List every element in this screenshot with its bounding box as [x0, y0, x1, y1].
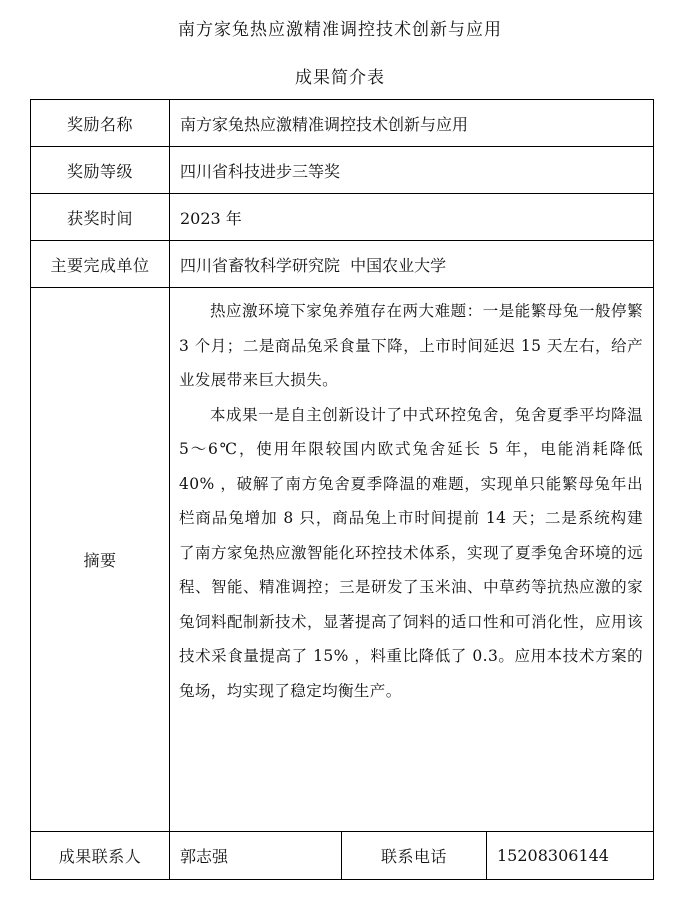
units-row: [31, 241, 654, 288]
abstract-paragraph-2: 本成果一是自主创新设计了中式环控兔舍，兔舍夏季平均降温 5～6℃，使用年限较国内欧式兔舍延长 5 年，电能消耗降低 40% ，破解了南方兔舍夏季降温的难题，实现单只能繁母兔年出栏商品兔增加 8 只，商品兔上市时间提前 14 天；二是系统构建了南方家兔热应激智能化环控技术体系，实现了夏季兔舍环境的远程、智能、精准调控；三是研发了玉米油、中草药等抗热应激的家兔饲料配制新技术，显著提高了饲料的适口性和可消化性，应用该技术采食量提高了 15% ，料重比降低了 0.3。应用本技术方案的兔场，均实现了稳定均衡生产。: [179, 405, 643, 700]
award-time-label: 获奖时间: [31, 194, 170, 241]
phone-value: 15208306144: [487, 832, 654, 880]
abstract-row: [31, 288, 654, 832]
award-name-value: 南方家兔热应激精准调控技术创新与应用: [170, 100, 654, 147]
units-label: 主要完成单位: [31, 241, 170, 288]
phone-label: 联系电话: [342, 832, 487, 880]
award-level-value: 四川省科技进步三等奖: [170, 147, 654, 194]
abstract-content: [170, 288, 654, 832]
units-value: 四川省畜牧科学研究院 中国农业大学: [170, 241, 654, 288]
document-title: 南方家兔热应激精准调控技术创新与应用: [178, 20, 502, 40]
contact-value: 郭志强: [170, 832, 342, 880]
award-name-row: [31, 100, 654, 147]
document-subtitle: 成果简介表: [295, 68, 385, 88]
achievement-summary-table: [30, 99, 654, 880]
contact-label: 成果联系人: [31, 832, 170, 880]
award-level-label: 奖励等级: [31, 147, 170, 194]
award-time-row: [31, 194, 654, 241]
award-level-row: [31, 147, 654, 194]
award-name-label: 奖励名称: [31, 100, 170, 147]
award-time-value: 2023 年: [170, 194, 654, 241]
abstract-paragraph-1: 热应激环境下家兔养殖存在两大难题：一是能繁母兔一般停繁 3 个月；二是商品兔采食量下降，上市时间延迟 15 天左右，给产业发展带来巨大损失。: [179, 302, 643, 389]
abstract-label: 摘要: [31, 288, 170, 832]
contact-row: [31, 832, 654, 880]
